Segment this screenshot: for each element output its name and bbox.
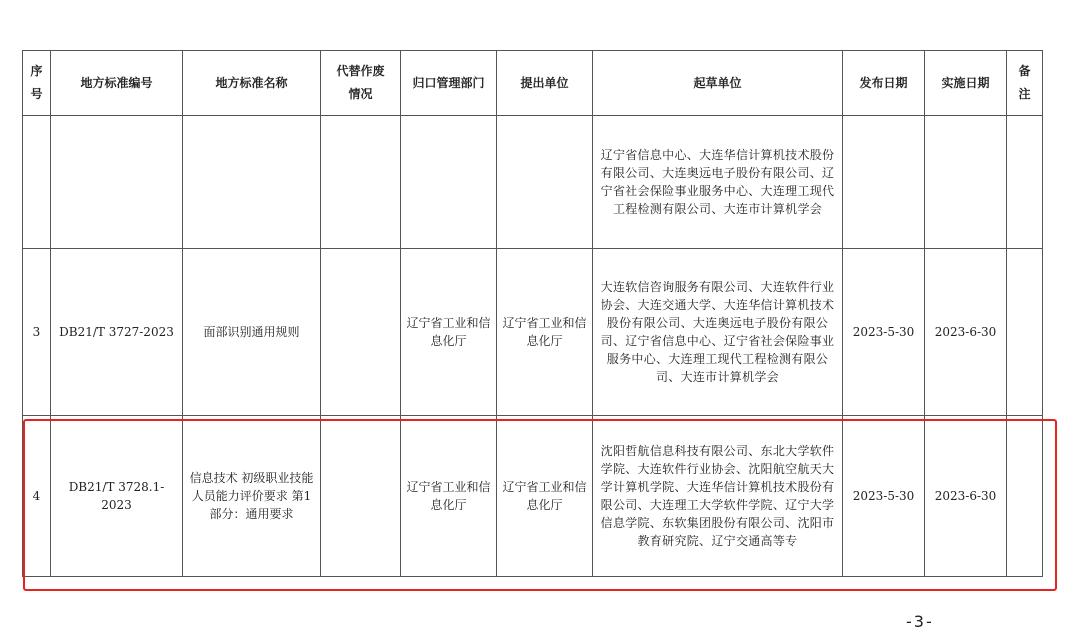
cell-name <box>183 116 321 249</box>
header-note: 备 注 <box>1007 51 1043 116</box>
cell-no: 3 <box>23 249 51 416</box>
cell-drafter: 沈阳哲航信息科技有限公司、东北大学软件学院、大连软件行业协会、沈阳航空航天大学计算机学院、大连华信计算机技术股份有限公司、大连理工大学软件学院、辽宁大学信息学院、东软集团股份有限公司、沈阳市教育研究院、辽宁交通高等专 <box>593 416 843 577</box>
cell-dept <box>401 116 497 249</box>
cell-implement <box>925 116 1007 249</box>
cell-publish: 2023-5-30 <box>843 416 925 577</box>
cell-dept: 辽宁省工业和信息化厅 <box>401 249 497 416</box>
cell-no: 4 <box>23 416 51 577</box>
cell-replace <box>321 416 401 577</box>
cell-replace <box>321 249 401 416</box>
cell-code <box>51 116 183 249</box>
cell-implement: 2023-6-30 <box>925 249 1007 416</box>
cell-drafter: 辽宁省信息中心、大连华信计算机技术股份有限公司、大连奥远电子股份有限公司、辽宁省社会保险事业服务中心、大连理工现代工程检测有限公司、大连市计算机学会 <box>593 116 843 249</box>
cell-code: DB21/T 3727-2023 <box>51 249 183 416</box>
header-replace: 代替作废 情况 <box>321 51 401 116</box>
cell-note <box>1007 416 1043 577</box>
cell-publish: 2023-5-30 <box>843 249 925 416</box>
cell-dept: 辽宁省工业和信息化厅 <box>401 416 497 577</box>
header-name: 地方标准名称 <box>183 51 321 116</box>
table-header-row <box>23 51 1043 116</box>
header-dept: 归口管理部门 <box>401 51 497 116</box>
cell-publish <box>843 116 925 249</box>
table-row <box>23 116 1043 249</box>
header-no: 序 号 <box>23 51 51 116</box>
cell-proposer: 辽宁省工业和信息化厅 <box>497 249 593 416</box>
header-publish: 发布日期 <box>843 51 925 116</box>
header-implement: 实施日期 <box>925 51 1007 116</box>
table-row <box>23 249 1043 416</box>
table-row <box>23 416 1043 577</box>
cell-implement: 2023-6-30 <box>925 416 1007 577</box>
header-code: 地方标准编号 <box>51 51 183 116</box>
cell-name: 信息技术 初级职业技能人员能力评价要求 第1部分：通用要求 <box>183 416 321 577</box>
cell-replace <box>321 116 401 249</box>
cell-proposer: 辽宁省工业和信息化厅 <box>497 416 593 577</box>
page-number: -3- <box>906 612 934 631</box>
header-proposer: 提出单位 <box>497 51 593 116</box>
cell-note <box>1007 249 1043 416</box>
standards-table <box>22 50 1043 577</box>
header-drafter: 起草单位 <box>593 51 843 116</box>
cell-code: DB21/T 3728.1-2023 <box>51 416 183 577</box>
cell-name: 面部识别通用规则 <box>183 249 321 416</box>
cell-drafter: 大连软信咨询服务有限公司、大连软件行业协会、大连交通大学、大连华信计算机技术股份有限公司、大连奥远电子股份有限公司、辽宁省信息中心、辽宁省社会保险事业服务中心、大连理工现代工程检测有限公司、大连市计算机学会 <box>593 249 843 416</box>
cell-proposer <box>497 116 593 249</box>
cell-no <box>23 116 51 249</box>
cell-note <box>1007 116 1043 249</box>
